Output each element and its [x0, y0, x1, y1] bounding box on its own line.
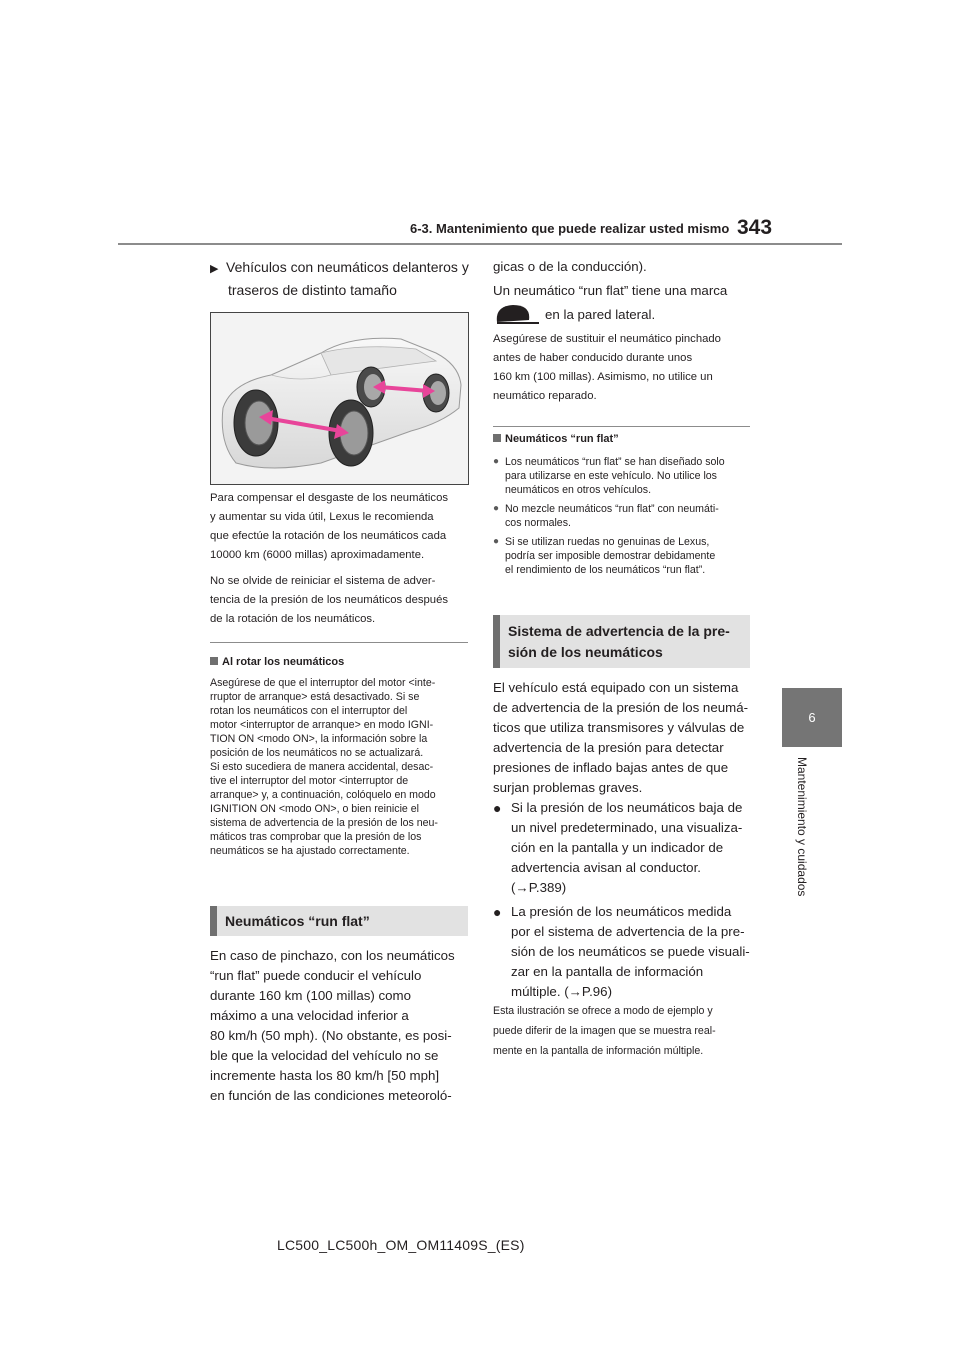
text-line: En caso de pinchazo, con los neumáticos	[210, 948, 455, 963]
list-item	[493, 455, 753, 497]
text-line: Asegúrese de que el interruptor del motor <inte-	[210, 677, 436, 689]
text-line: neumáticos en otros vehículos.	[505, 484, 652, 496]
runflat-mark-icon	[493, 302, 543, 328]
text-line: motor <interruptor de arranque> en modo IGNI-	[210, 719, 434, 731]
header-rule	[118, 243, 842, 245]
divider	[493, 426, 750, 427]
tpws-title-line-1: Sistema de advertencia de la pre-	[508, 623, 730, 639]
text-line: Si la presión de los neumáticos baja de	[511, 800, 743, 815]
text-line: ción en la pantalla y un indicador de	[511, 840, 724, 855]
text-line: antes de haber conducido durante unos	[493, 352, 693, 364]
runflat-title-text: Neumáticos “run flat”	[225, 913, 370, 929]
circle-bullet-icon: ●	[493, 800, 502, 816]
subsection-title	[210, 257, 470, 301]
text-line: surjan problemas graves.	[493, 780, 643, 795]
subtitle-line-1: Vehículos con neumáticos delanteros y	[226, 259, 469, 275]
square-bullet-icon	[493, 434, 501, 442]
runflat-heading-text: Neumáticos “run flat”	[505, 433, 619, 445]
text-line: podría ser imposible demostrar debidamente	[505, 550, 716, 562]
rotation-paragraph-2	[210, 572, 470, 629]
page-number: 343	[737, 216, 773, 239]
list-item	[493, 535, 753, 577]
runflat-bullet-list	[493, 455, 753, 577]
chapter-label-text: Mantenimiento y cuidados	[795, 757, 809, 897]
page-reference-link[interactable]: múltiple. (→P.96)	[511, 984, 612, 999]
text-line: que efectúe la rotación de los neumáticos cada	[210, 530, 447, 542]
divider	[210, 642, 468, 643]
mark-line-1: Un neumático “run flat” tiene una marca	[493, 283, 728, 298]
text-line: TION ON <modo ON>, la información sobre la	[210, 733, 428, 745]
square-bullet-icon	[210, 657, 218, 665]
text-line: y aumentar su vida útil, Lexus le recomienda	[210, 511, 434, 523]
text-line: cos normales.	[505, 517, 571, 529]
text-line: Esta ilustración se ofrece a modo de ejemplo y	[493, 1005, 713, 1017]
chapter-tab	[782, 688, 842, 747]
text-line: posición de los neumáticos no se actualizará.	[210, 747, 424, 759]
triangle-bullet-icon: ▶	[210, 263, 219, 275]
text-line: puede diferir de la imagen que se muestra real-	[493, 1025, 716, 1037]
text-line: un nivel predeterminado, una visualiza-	[511, 820, 743, 835]
text-line: sistema de advertencia de la presión de los neu-	[210, 817, 438, 829]
circle-bullet-icon: ●	[493, 536, 500, 547]
text-line: La presión de los neumáticos medida	[511, 904, 732, 919]
tire-rotation-illustration	[210, 312, 469, 485]
text-line: 10000 km (6000 millas) aproximadamente.	[210, 549, 425, 561]
text-line: Si se utilizan ruedas no genuinas de Lexus,	[505, 536, 710, 548]
text-line: tive el interruptor del motor <interruptor de	[210, 775, 409, 787]
subtitle-line-2: traseros de distinto tamaño	[228, 282, 397, 298]
text-line: advertencia de la presión para detectar	[493, 740, 724, 755]
text-line: sión de los neumáticos se puede visuali-	[511, 944, 750, 959]
text-line: 80 km/h (50 mph). (No obstante, es posi-	[210, 1028, 452, 1043]
runflat-heading	[493, 433, 619, 445]
text-line: Si esto sucediera de manera accidental, desac-	[210, 761, 434, 773]
text-line: Los neumáticos “run flat” se han diseñado solo	[505, 456, 725, 468]
text-line: tencia de la presión de los neumáticos después	[210, 594, 449, 606]
text-line: máticos tras comprobar que la presión de los	[210, 831, 422, 843]
tpws-title-line-2: sión de los neumáticos	[508, 644, 663, 660]
text-line: advertencia avisan al conductor.	[511, 860, 701, 875]
text-line: en función de las condiciones meteoroló-	[210, 1088, 452, 1103]
list-item	[493, 798, 758, 898]
text-line: durante 160 km (100 millas) como	[210, 988, 412, 1003]
mark-line-2: en la pared lateral.	[545, 307, 656, 322]
text-line: máximo a una velocidad inferior a	[210, 1008, 409, 1023]
text-line: 160 km (100 millas). Asimismo, no utilice un	[493, 371, 713, 383]
text-line: No se olvide de reiniciar el sistema de adver-	[210, 575, 436, 587]
text-line: No mezcle neumáticos “run flat” con neumáti-	[505, 503, 719, 515]
circle-bullet-icon: ●	[493, 456, 500, 467]
text-line: de advertencia de la presión de los neumá-	[493, 700, 749, 715]
text-line: “run flat” puede conducir el vehículo	[210, 968, 422, 983]
rotation-paragraph-1	[210, 489, 470, 565]
section-title: 6-3. Mantenimiento que puede realizar usted mismo	[410, 221, 730, 236]
list-item	[493, 902, 758, 1002]
tpws-note	[493, 1001, 758, 1061]
text-line: arranque> y, a continuación, colóquelo en modo	[210, 789, 436, 801]
text-line: ticos que utiliza transmisores y válvulas de	[493, 720, 745, 735]
rotate-text	[210, 676, 470, 858]
text-line: rotan los neumáticos con el interruptor del	[210, 705, 408, 717]
text-line: presiones de inflado bajas antes de que	[493, 760, 729, 775]
circle-bullet-icon: ●	[493, 904, 502, 920]
text-line: neumáticos se ha ajustado correctamente.	[210, 845, 410, 857]
replacement-note	[493, 330, 753, 406]
list-item	[493, 502, 753, 530]
text-line: rruptor de arranque> está desactivado. Si se	[210, 691, 420, 703]
runflat-section-title	[210, 906, 468, 936]
text-line: zar en la pantalla de información	[511, 964, 704, 979]
text-line: para utilizarse en este vehículo. No utilice los	[505, 470, 717, 482]
tpws-paragraph	[493, 678, 758, 798]
text-line: mente en la pantalla de información múltiple.	[493, 1045, 704, 1057]
text-line: neumático reparado.	[493, 390, 597, 402]
text-line: ble que la velocidad del vehículo no se	[210, 1048, 439, 1063]
model-code-footer: LC500_LC500h_OM_OM11409S_(ES)	[277, 1237, 525, 1253]
page-reference-link[interactable]: (→P.389)	[511, 880, 567, 895]
tpws-bullet-list	[493, 798, 758, 1002]
chapter-label	[795, 757, 811, 917]
continuation-line: gicas o de la conducción).	[493, 259, 647, 274]
text-line: de la rotación de los neumáticos.	[210, 613, 376, 625]
rotate-heading-text: Al rotar los neumáticos	[222, 656, 345, 668]
text-line: incremente hasta los 80 km/h [50 mph]	[210, 1068, 440, 1083]
circle-bullet-icon: ●	[493, 503, 500, 514]
runflat-paragraph	[210, 946, 470, 1106]
text-line: el rendimiento de los neumáticos “run flat”.	[505, 564, 706, 576]
text-line: por el sistema de advertencia de la pre-	[511, 924, 745, 939]
text-line: Para compensar el desgaste de los neumáticos	[210, 492, 448, 504]
chapter-number: 6	[808, 710, 816, 725]
rotate-heading	[210, 656, 470, 668]
text-line: El vehículo está equipado con un sistema	[493, 680, 739, 695]
tpws-section-title	[493, 615, 750, 668]
text-line: IGNITION ON <modo ON>, o bien reinicie el	[210, 803, 420, 815]
text-line: Asegúrese de sustituir el neumático pinchado	[493, 333, 721, 345]
